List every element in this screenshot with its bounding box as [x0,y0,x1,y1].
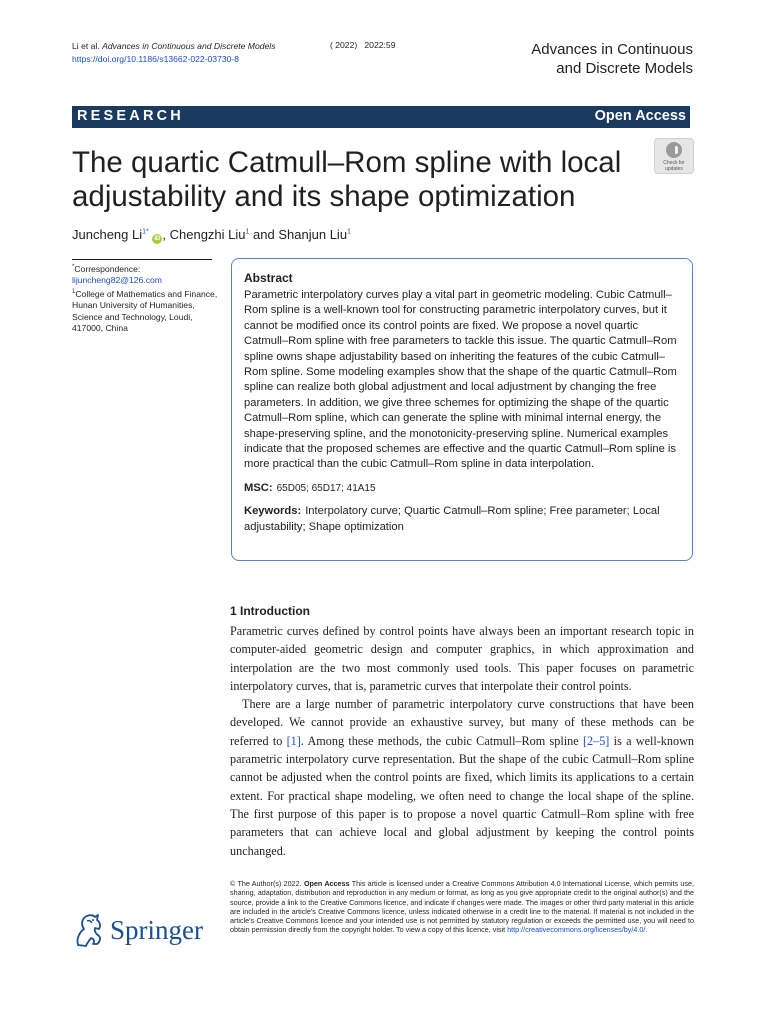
volume-info [330,40,395,50]
msc-label: MSC: [244,481,273,494]
article-title: The quartic Catmull–Rom spline with local adjustability and its shape optimization [72,146,622,213]
springer-horse-icon [72,912,106,948]
correspondence-sidebar [72,262,222,335]
msc-codes [244,481,680,496]
abstract-heading: Abstract [244,271,293,285]
year: ( 2022) [330,40,358,50]
orcid-icon[interactable]: iD [154,236,161,242]
author-list [72,227,351,244]
doi-link[interactable]: https://doi.org/10.1186/s13662-022-03730-8 [72,54,240,64]
paragraph: There are a large number of parametric interpolatory curve constructions that have been developed. We cannot provide an exhaustive survey, but many of these methods can be referred to [1]. Among these methods, the cubic Catmull–Rom spline [2–5] is a well-known parametric interpolatory curve representation. But the shape of the cubic Catmull–Rom spline cannot be adjusted when the control points are fixed, which limits its applications to a certain extent. For practical shape modeling, we often need to change the local shape of the spline. The first purpose of this paper is to propose a novel quartic Catmull–Rom spline with free parameters that can achieve local and global adjustment by keeping the control points unchanged. [230,697,694,858]
running-header [72,40,276,66]
author-affil-sup: 1 [347,228,351,236]
authors-short: Li et al. [72,41,100,51]
affiliation: $^1$College of Mathematics and Finance, Hunan University of Humanities, Science and Technology, Loudi, 417000, China [72,288,218,334]
crossmark-icon [666,142,682,158]
article-type-banner [72,106,690,128]
citation-link[interactable]: [2–5] [582,733,610,748]
author-separator: , [162,227,166,242]
journal-title-line2: and Discrete Models [556,60,693,77]
correspondence-email[interactable]: lijuncheng82@126.com [72,275,162,286]
keywords-value: Interpolatory curve; Quartic Catmull–Rom spline; Free parameter; Local adjustability; Shape optimization [244,505,660,533]
sidebar-divider [72,259,212,260]
abstract-text: Parametric interpolatory curves play a vital part in geometric modeling. Cubic Catmull–Rom spline is a well-known tool for constructing parametric interpolatory curves, but it cannot be modified once its control points are fixed. We propose a novel quartic Catmull–Rom spline with free parameters to tackle this issue. The quartic Catmull–Rom spline owns shape adjustability based on inheriting the features of the cubic Catmull–Rom spline. Some modeling examples show that the shape of the quartic Catmull–Rom spline can realize both global adjustment and local adjustment by changing the free parameters. In addition, we give three schemes for optimizing the shape of the quartic Catmull–Rom spline, which can generate the spline with minimal internal energy, the shape-preserving spline, and the monotonicity-preserving spline. Numerical examples indicate that the proposed schemes are effective and the quartic Catmull–Rom spline is more practical than the cubic Catmull–Rom spline in data interpolation. [244,289,677,471]
msc-value: 65D05; 65D17; 41A15 [276,482,376,494]
citation-link[interactable]: [1] [286,733,301,748]
section-heading: 1 Introduction [230,604,310,618]
author-name[interactable]: Chengzhi Liu [169,227,246,242]
author-name[interactable]: Shanjun Liu [278,227,348,242]
keywords [244,504,680,535]
journal-name-italic: Advances in Continuous and Discrete Models [102,41,276,51]
author-affil-sup: 1* [142,228,149,236]
open-access-bold: Open Access [303,879,350,888]
abstract-box [231,258,693,561]
check-for-updates-badge[interactable] [654,138,694,174]
introduction-section [230,604,694,860]
crossmark-label: Check for updates [663,160,685,172]
publisher-name: Springer [110,915,203,945]
author-separator: and [253,227,275,242]
correspondence-label: *Correspondence: [72,263,141,274]
journal-title [531,40,693,78]
open-access-label: Open Access [594,108,686,124]
article-number: 2022:59 [364,40,396,50]
license-link[interactable]: http://creativecommons.org/licenses/by/4.0/ [507,925,646,935]
paragraph: Parametric curves defined by control points have always been an important research topic in computer-aided geometric design and computer graphics, in which approximation and interpolation are the two most commonly used tools. This paper focuses on parametric interpolatory curves, that is, parametric curves that interpolate their control points. [230,624,694,693]
license-notice: © The Author(s) 2022. Open Access This article is licensed under a Creative Commons Attribution 4.0 International License, which permits use, sharing, adaptation, distribution and reproduction in any medium or format, as long as you give appropriate credit to the original author(s) and the source, provide a link to the Creative Commons licence, and indicate if changes were made. The images or other third party material in this article are included in the article's Creative Commons licence, unless indicated otherwise in a credit line to the material. If material is not included in the article's Creative Commons licence and your intended use is not permitted by statutory regulation or exceeds the permitted use, you will need to obtain permission directly from the copyright holder. To view a copy of this licence, visit http://creativecommons.org/licenses/by/4.0/. [230,879,695,935]
article-category: RESEARCH [77,108,184,124]
keywords-label: Keywords: [244,505,302,518]
author-name[interactable]: Juncheng Li [72,227,143,242]
journal-title-line1: Advances in Continuous [531,41,693,58]
citation-line [72,40,276,53]
author-affil-sup: 1 [245,228,250,236]
